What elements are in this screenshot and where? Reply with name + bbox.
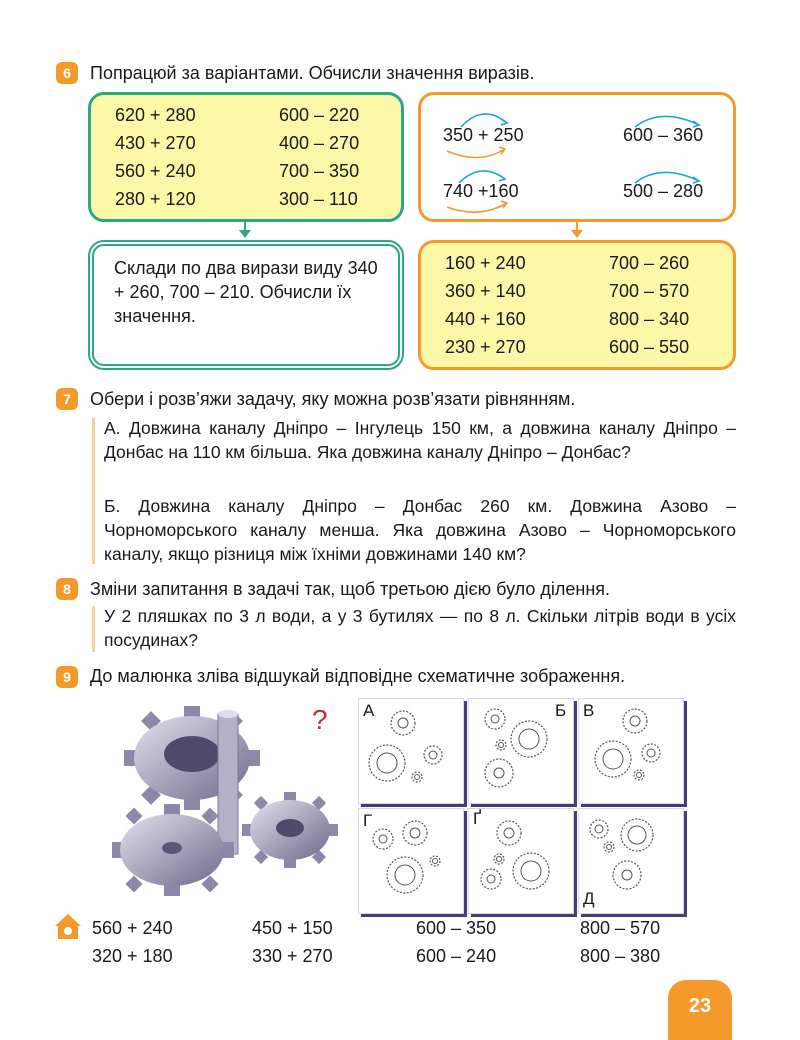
task-9-number: 9 [56, 666, 78, 688]
expr: 600 – 550 [609, 337, 690, 357]
problem-a: А. Довжина каналу Дніпро – Інгулець 150 км, а довжина каналу Дніпро – Донбас на 110 км більша. Яка довжина каналу Дніпро – Донбас? [104, 418, 736, 462]
task-8-text: Зміни запитання в задачі так, щоб третьою дією було ділення. [90, 579, 611, 599]
instruction-box [88, 240, 404, 370]
task-7-side-bar [92, 418, 95, 564]
expr: 300 – 110 [279, 189, 358, 209]
card-label: Б [555, 701, 567, 720]
expr: 700 – 570 [609, 281, 690, 301]
task-6-number: 6 [56, 62, 78, 84]
expr: 620 + 280 [115, 105, 196, 125]
page-number: 23 [668, 980, 732, 1040]
scheme-card-ge[interactable] [468, 808, 574, 914]
homework-expr: 800 – 570 [580, 918, 661, 938]
expr: 600 – 360 [623, 125, 704, 145]
question-mark: ? [312, 704, 328, 735]
task-8-problem: У 2 пляшках по 3 л води, а у 3 бутилях — по 8 л. Скільки літрів води в усіх посудинах? [104, 606, 736, 650]
problem-b: Б. Довжина каналу Дніпро – Донбас 260 км. Довжина Азово – Чорноморського каналу менша. Яка довжина Азово – Чорноморського каналу, якщо різниця між їхніми довжинами 140 км? [104, 496, 736, 564]
expr: 560 + 240 [115, 161, 196, 181]
gear-scheme-icon [579, 699, 683, 803]
gear-scheme-icon [359, 699, 463, 803]
gear-scheme-icon [359, 809, 463, 913]
task-7-number: 7 [56, 388, 78, 410]
expr: 800 – 340 [609, 309, 690, 329]
orange-filled-expression-box [418, 240, 736, 370]
expr: 740 +160 [443, 181, 519, 201]
expr: 160 + 240 [445, 253, 526, 273]
task-7-text: Обери і розв’яжи задачу, яку можна розв’язати рівнянням. [90, 389, 576, 409]
card-label: В [583, 701, 595, 720]
card-label: Г [363, 811, 373, 830]
expr: 700 – 260 [609, 253, 690, 273]
expr: 440 + 160 [445, 309, 526, 329]
gear-scheme-icon [469, 809, 573, 913]
scheme-card-g[interactable] [358, 808, 464, 914]
card-label: А [363, 701, 375, 720]
expr: 430 + 270 [115, 133, 196, 153]
expr: 400 – 270 [279, 133, 360, 153]
homework-expr: 320 + 180 [92, 946, 173, 966]
card-label: Ґ [473, 809, 482, 828]
card-label: Д [583, 889, 595, 908]
homework-expr: 450 + 150 [252, 918, 333, 938]
down-arrow-icon [571, 230, 583, 238]
homework-expr: 800 – 380 [580, 946, 661, 966]
homework-expr: 330 + 270 [252, 946, 333, 966]
expr: 360 + 140 [445, 281, 526, 301]
scheme-card-d[interactable] [578, 808, 684, 914]
task-8-side-bar [92, 606, 95, 652]
scheme-card-b[interactable] [468, 698, 574, 804]
task-9-text: До малюнка зліва відшукай відповідне схематичне зображення. [90, 666, 626, 686]
expr: 700 – 350 [279, 161, 360, 181]
expr: 600 – 220 [279, 105, 360, 125]
green-expression-box [88, 92, 404, 222]
expr: 280 + 120 [115, 189, 196, 209]
expr: 350 + 250 [443, 125, 524, 145]
homework-expr: 560 + 240 [92, 918, 173, 938]
instruction-text: Склади по два вирази виду 340 + 260, 700 – 210. Обчисли їх значення. [114, 258, 378, 326]
down-arrow-icon [239, 230, 251, 238]
task-6-text: Попрацюй за варіантами. Обчисли значення виразів. [90, 63, 535, 83]
scheme-card-a[interactable] [358, 698, 464, 804]
expr: 500 – 280 [623, 181, 704, 201]
home-icon [52, 912, 84, 940]
scheme-card-v[interactable] [578, 698, 684, 804]
orange-expression-box [418, 92, 736, 222]
homework-expr: 600 – 240 [416, 946, 497, 966]
expr: 230 + 270 [445, 337, 526, 357]
homework-expr: 600 – 350 [416, 918, 497, 938]
task-8-number: 8 [56, 578, 78, 600]
